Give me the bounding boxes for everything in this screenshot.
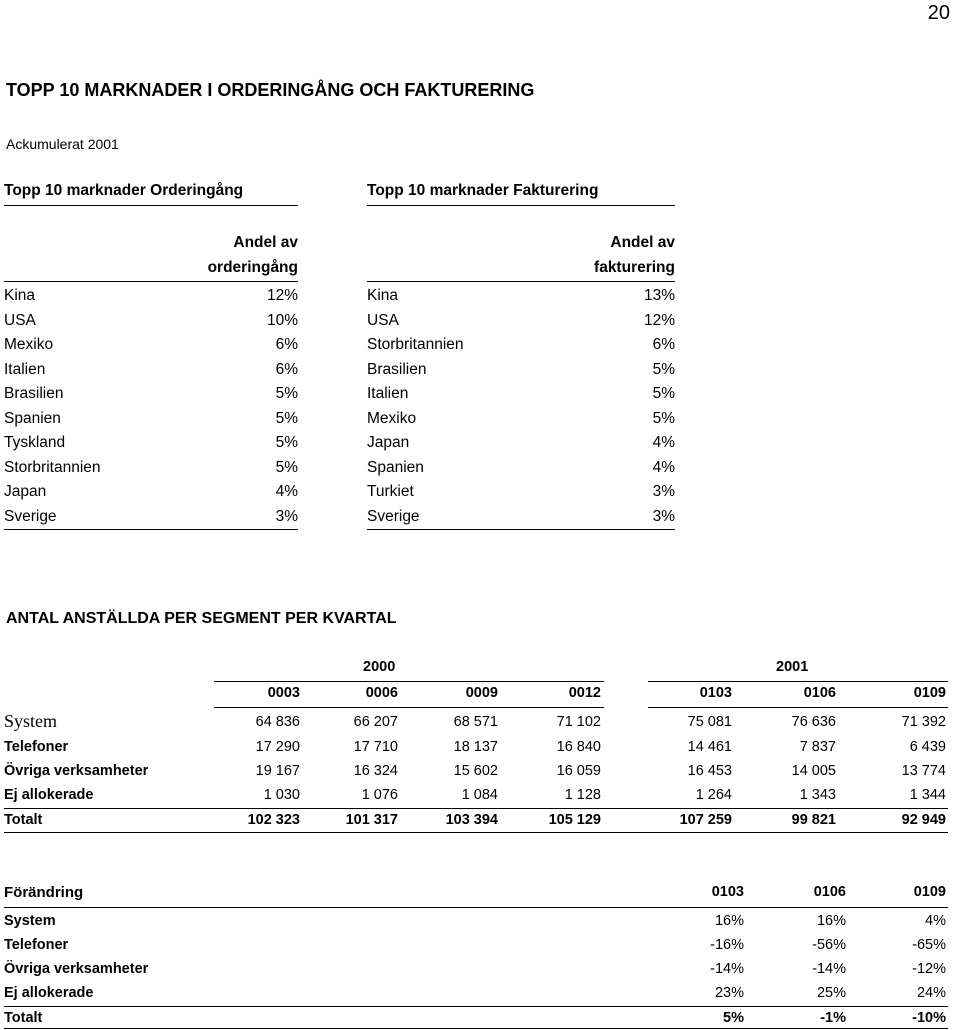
change-segment-label: Telefoner — [4, 937, 69, 953]
orders-share-line1: Andel av — [233, 234, 298, 251]
invoicing-share-line2: fakturering — [594, 259, 675, 276]
change-header-rule — [4, 907, 948, 908]
orders-share: 5% — [275, 385, 298, 402]
employee-count: 1 084 — [461, 787, 498, 803]
orders-share: 5% — [275, 458, 298, 476]
invoicing-share: 5% — [652, 409, 675, 427]
employee-count: 92 949 — [901, 812, 946, 828]
employee-count: 17 290 — [255, 739, 300, 755]
employee-count: 16 453 — [687, 763, 732, 779]
orders-block — [4, 180, 298, 530]
quarter-header: 0006 — [365, 685, 398, 701]
orders-share: 5% — [275, 434, 298, 451]
orders-country: Sverige — [4, 507, 57, 525]
invoicing-share: 4% — [652, 458, 675, 476]
segment-label: Övriga verksamheter — [4, 763, 149, 779]
quarter-header: 0109 — [913, 685, 946, 701]
employee-count: 105 129 — [548, 812, 601, 828]
invoicing-row — [367, 480, 675, 505]
orders-row — [4, 407, 298, 432]
orders-share: 5% — [275, 409, 298, 427]
change-percent: 23% — [714, 985, 744, 1001]
orders-row — [4, 505, 298, 530]
invoicing-share: 5% — [652, 360, 675, 378]
invoicing-country: Storbritannien — [367, 336, 464, 353]
employee-count: 1 128 — [564, 787, 601, 803]
orders-share: 12% — [266, 287, 298, 304]
employee-count: 14 005 — [791, 763, 836, 779]
change-percent: -10% — [912, 1010, 946, 1026]
orders-share-line2: orderingång — [207, 259, 298, 276]
employee-count: 71 102 — [556, 714, 601, 730]
employee-count: 107 259 — [679, 812, 732, 828]
change-percent: -12% — [912, 961, 946, 977]
invoicing-share: 6% — [652, 336, 675, 353]
page-subtitle: Ackumulerat 2001 — [6, 136, 119, 152]
employee-count: 1 264 — [695, 787, 732, 803]
orders-country: Italien — [4, 360, 46, 378]
employee-count: 1 344 — [909, 787, 946, 803]
segment-label: Telefoner — [4, 739, 69, 755]
employee-count: 75 081 — [687, 714, 732, 730]
change-percent: -14% — [812, 961, 846, 977]
orders-bottom-rule — [4, 529, 298, 530]
invoicing-share: 12% — [643, 311, 675, 329]
orders-share: 6% — [275, 360, 298, 378]
year-2001-rule — [648, 681, 948, 682]
change-segment-label: System — [4, 913, 56, 929]
change-percent: 25% — [816, 985, 846, 1001]
invoicing-country: Turkiet — [367, 483, 414, 500]
segment-label: System — [4, 711, 58, 731]
orders-row — [4, 333, 298, 358]
orders-share: 10% — [266, 311, 298, 329]
change-quarter-header: 0103 — [711, 884, 744, 900]
quarter-header: 0106 — [803, 685, 836, 701]
employee-count: 103 394 — [445, 812, 498, 828]
employee-count: 66 207 — [353, 714, 398, 730]
employee-count: 64 836 — [255, 714, 300, 730]
employee-count: 1 030 — [263, 787, 300, 803]
orders-row — [4, 309, 298, 334]
invoicing-header: Topp 10 marknader Fakturering — [367, 182, 599, 199]
year-2000-rule — [214, 681, 604, 682]
orders-country: USA — [4, 311, 36, 329]
invoicing-share-line1: Andel av — [610, 234, 675, 251]
invoicing-country: USA — [367, 311, 399, 329]
invoicing-row — [367, 456, 675, 481]
orders-share: 3% — [275, 507, 298, 525]
employee-count: 19 167 — [255, 763, 300, 779]
invoicing-row — [367, 382, 675, 407]
change-quarter-header: 0106 — [813, 884, 846, 900]
orders-country: Brasilien — [4, 385, 64, 402]
employees-title: ANTAL ANSTÄLLDA PER SEGMENT PER KVARTAL — [6, 610, 397, 627]
invoicing-row — [367, 358, 675, 383]
invoicing-country: Kina — [367, 287, 399, 304]
invoicing-share: 4% — [652, 434, 675, 451]
change-percent: 16% — [816, 913, 846, 929]
employee-count: 14 461 — [687, 739, 732, 755]
employee-count: 17 710 — [353, 739, 398, 755]
total-rule-top — [4, 808, 948, 809]
invoicing-share: 5% — [652, 385, 675, 402]
orders-rows — [4, 284, 298, 529]
invoicing-country: Mexiko — [367, 409, 417, 427]
orders-header-rule — [4, 205, 298, 206]
invoicing-country: Japan — [367, 434, 410, 451]
employee-count: 101 317 — [345, 812, 398, 828]
employee-count: 16 324 — [353, 763, 398, 779]
change-segment-label: Totalt — [4, 1010, 43, 1026]
invoicing-country: Sverige — [367, 507, 420, 525]
segment-label: Ej allokerade — [4, 787, 94, 803]
employee-count: 102 323 — [247, 812, 300, 828]
employee-count: 1 076 — [361, 787, 398, 803]
orders-row — [4, 456, 298, 481]
quarter-rule-2001 — [648, 707, 948, 708]
change-percent: -1% — [820, 1010, 846, 1026]
employee-count: 6 439 — [909, 739, 946, 755]
invoicing-rows — [367, 284, 675, 529]
invoicing-row — [367, 333, 675, 358]
change-percent: -65% — [912, 937, 946, 953]
change-percent: -16% — [710, 937, 744, 953]
employee-count: 99 821 — [791, 812, 836, 828]
employee-count: 71 392 — [901, 714, 946, 730]
invoicing-row — [367, 505, 675, 530]
quarter-header: 0009 — [465, 685, 498, 701]
orders-share-rule — [4, 281, 298, 282]
invoicing-block — [367, 180, 675, 530]
change-bottom-rule — [4, 1028, 948, 1029]
invoicing-country: Brasilien — [367, 360, 427, 378]
invoicing-row — [367, 309, 675, 334]
invoicing-country: Italien — [367, 385, 409, 402]
orders-row — [4, 284, 298, 309]
change-percent: 24% — [916, 985, 946, 1001]
change-percent: 4% — [925, 913, 946, 929]
page-title: TOPP 10 MARKNADER I ORDERINGÅNG OCH FAKTURERING — [6, 80, 535, 100]
invoicing-row — [367, 407, 675, 432]
employee-count: 18 137 — [453, 739, 498, 755]
change-segment-label: Ej allokerade — [4, 985, 94, 1001]
year-2001-label: 2001 — [776, 659, 809, 675]
change-label: Förändring — [4, 884, 84, 901]
change-percent: 16% — [714, 913, 744, 929]
employee-count: 76 636 — [791, 714, 836, 730]
orders-country: Japan — [4, 483, 47, 500]
orders-share: 4% — [275, 483, 298, 500]
change-total-rule — [4, 1006, 948, 1007]
year-2000-label: 2000 — [363, 659, 396, 675]
change-percent: -56% — [812, 937, 846, 953]
total-rule-mid — [4, 832, 948, 833]
invoicing-header-rule — [367, 205, 675, 206]
employee-count: 7 837 — [799, 739, 836, 755]
orders-country: Tyskland — [4, 434, 66, 451]
invoicing-bottom-rule — [367, 529, 675, 530]
segment-label: Totalt — [4, 812, 43, 828]
orders-row — [4, 382, 298, 407]
invoicing-share: 3% — [652, 507, 675, 525]
quarter-rule-2000 — [214, 707, 604, 708]
orders-row — [4, 480, 298, 505]
quarter-header: 0012 — [568, 685, 601, 701]
employee-count: 13 774 — [901, 763, 946, 779]
change-quarter-header: 0109 — [913, 884, 946, 900]
invoicing-share-rule — [367, 281, 675, 282]
invoicing-row — [367, 284, 675, 309]
change-segment-label: Övriga verksamheter — [4, 961, 149, 977]
orders-row — [4, 431, 298, 456]
invoicing-country: Spanien — [367, 458, 424, 476]
change-percent: -14% — [710, 961, 744, 977]
employee-count: 68 571 — [453, 714, 498, 730]
employee-count: 15 602 — [453, 763, 498, 779]
orders-country: Kina — [4, 287, 36, 304]
employee-count: 16 840 — [556, 739, 601, 755]
employee-count: 16 059 — [556, 763, 601, 779]
orders-header: Topp 10 marknader Orderingång — [4, 182, 244, 199]
invoicing-share: 13% — [643, 287, 675, 304]
orders-share: 6% — [275, 336, 298, 353]
employee-count: 1 343 — [799, 787, 836, 803]
invoicing-row — [367, 431, 675, 456]
invoicing-share: 3% — [652, 483, 675, 500]
quarter-header: 0003 — [267, 685, 300, 701]
page-number: 20 — [927, 2, 950, 24]
orders-country: Storbritannien — [4, 458, 101, 476]
quarter-header: 0103 — [699, 685, 732, 701]
change-percent: 5% — [723, 1010, 744, 1026]
orders-country: Spanien — [4, 409, 61, 427]
orders-country: Mexiko — [4, 336, 54, 353]
orders-row — [4, 358, 298, 383]
